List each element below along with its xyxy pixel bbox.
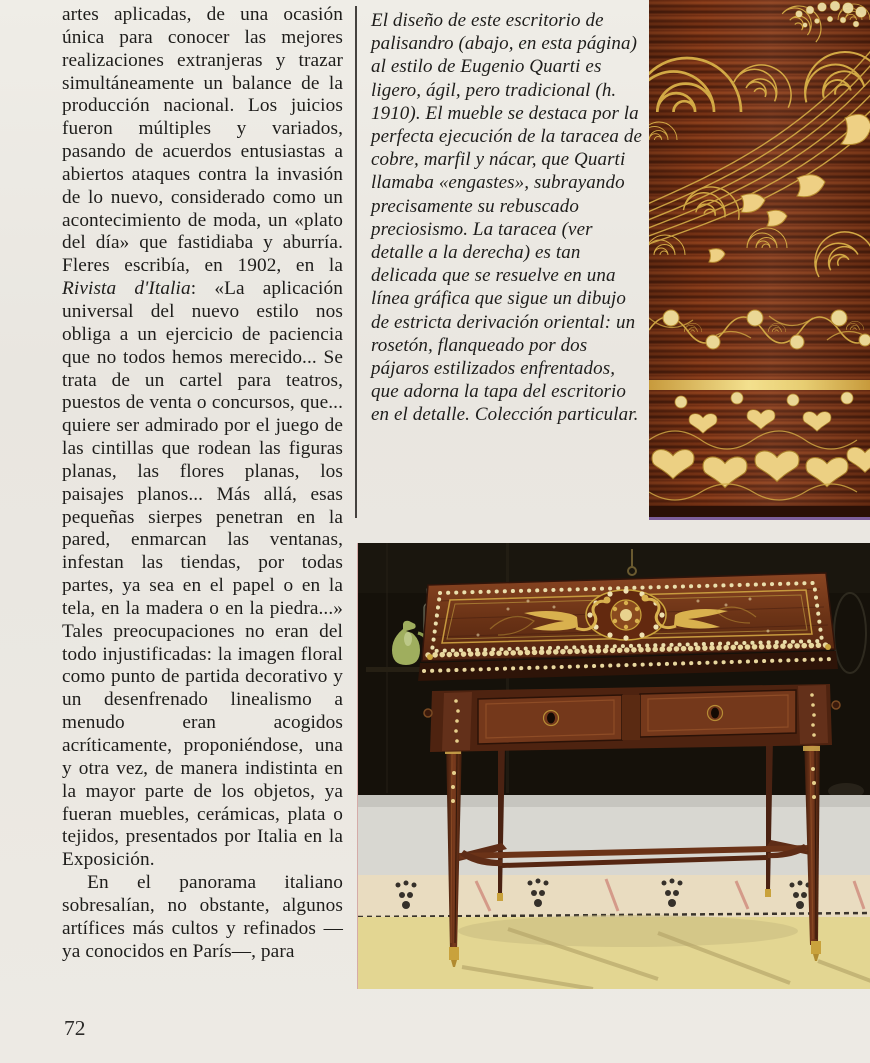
paragraph-text: : «La aplicación universal del nuevo estilo nos obliga a un ejercicio de paciencia que no todos hemos merecido... Se trata de un cartel para teatros, puestos de venta o concursos, que... quiere ser admirado por el juego de las cintillas que rodean las figuras planas, las flores planas, los paisajes planos... Más allá, esas pequeñas sierpes penetran en la pared, enmarcan las ventanas, infestan las tiendas, por todas partes, ya sea en el papel o en la tela, en la madera o en la piedra...» Tales preocupaciones no eran del todo injustificadas: la imagen floral como punto de partida decorativo y un desenfrenado linealismo a menudo eran acogidos acríticamente, proponiéndose, una y otra vez, de manera indistinta en la mayor parte de los objetos, ya fueran muebles, cerámicas, plata o tejidos, presentados por Italia en la Exposición. [62, 278, 343, 871]
desk-drawers [424, 684, 840, 752]
wall-band [358, 795, 870, 877]
article-column [62, 4, 343, 963]
column-divider-rule [355, 6, 357, 518]
caption-column [371, 9, 643, 427]
article-paragraph-1 [62, 4, 343, 872]
side-slide-knob [832, 701, 840, 709]
paragraph-text: artes aplicadas, de una ocasión única para conocer las mejores realizaciones extranjeras y trazar simultáneamente un balance de la producción nacional. Los juicios fueron múltiples y variados, pasando de acuerdos entusiastas a abiertos ataques contra la invasión de lo nuevo, considerado como un acontecimiento de moda, un «plato del día» que fastidiaba y aburría. Fleres escribía, en 1902, en la [62, 4, 343, 277]
page-number: 72 [64, 1016, 86, 1040]
gold-scrollwork-inlay [649, 0, 870, 517]
carpet-border [358, 875, 870, 919]
desk-fall-front-lid [422, 573, 835, 661]
article-paragraph-2: En el panorama italiano sobresalían, no obstante, algunos artífices más cultos y refinados —ya conocidos en París—, para [62, 872, 343, 962]
quarti-writing-desk [358, 543, 870, 989]
side-slide-knob [424, 709, 432, 717]
marquetry-detail-photo [649, 0, 870, 520]
caption-text: El diseño de este escritorio de palisandro (abajo, en esta página) al estilo de Eugenio Quarti es ligero, ágil, pero tradicional (h. 1910). El mueble se destaca por la perfecta ejecución de la taracea de cobre, marfil y nácar, que Quarti llamaba «engastes», subrayando precisamente su rebuscado preciosismo. La taracea (ver detalle a la derecha) es tan delicada que se resuelve en una línea gráfica que sigue un dibujo de estricta derivación oriental: un rosetón, flanqueado por dos pájaros estilizados enfrentados, que adorna la tapa del escritorio en el detalle. Colección particular. [371, 10, 642, 426]
desk-photo [357, 543, 870, 989]
rivista-d-italia-title: Rivista d'Italia [62, 278, 191, 300]
